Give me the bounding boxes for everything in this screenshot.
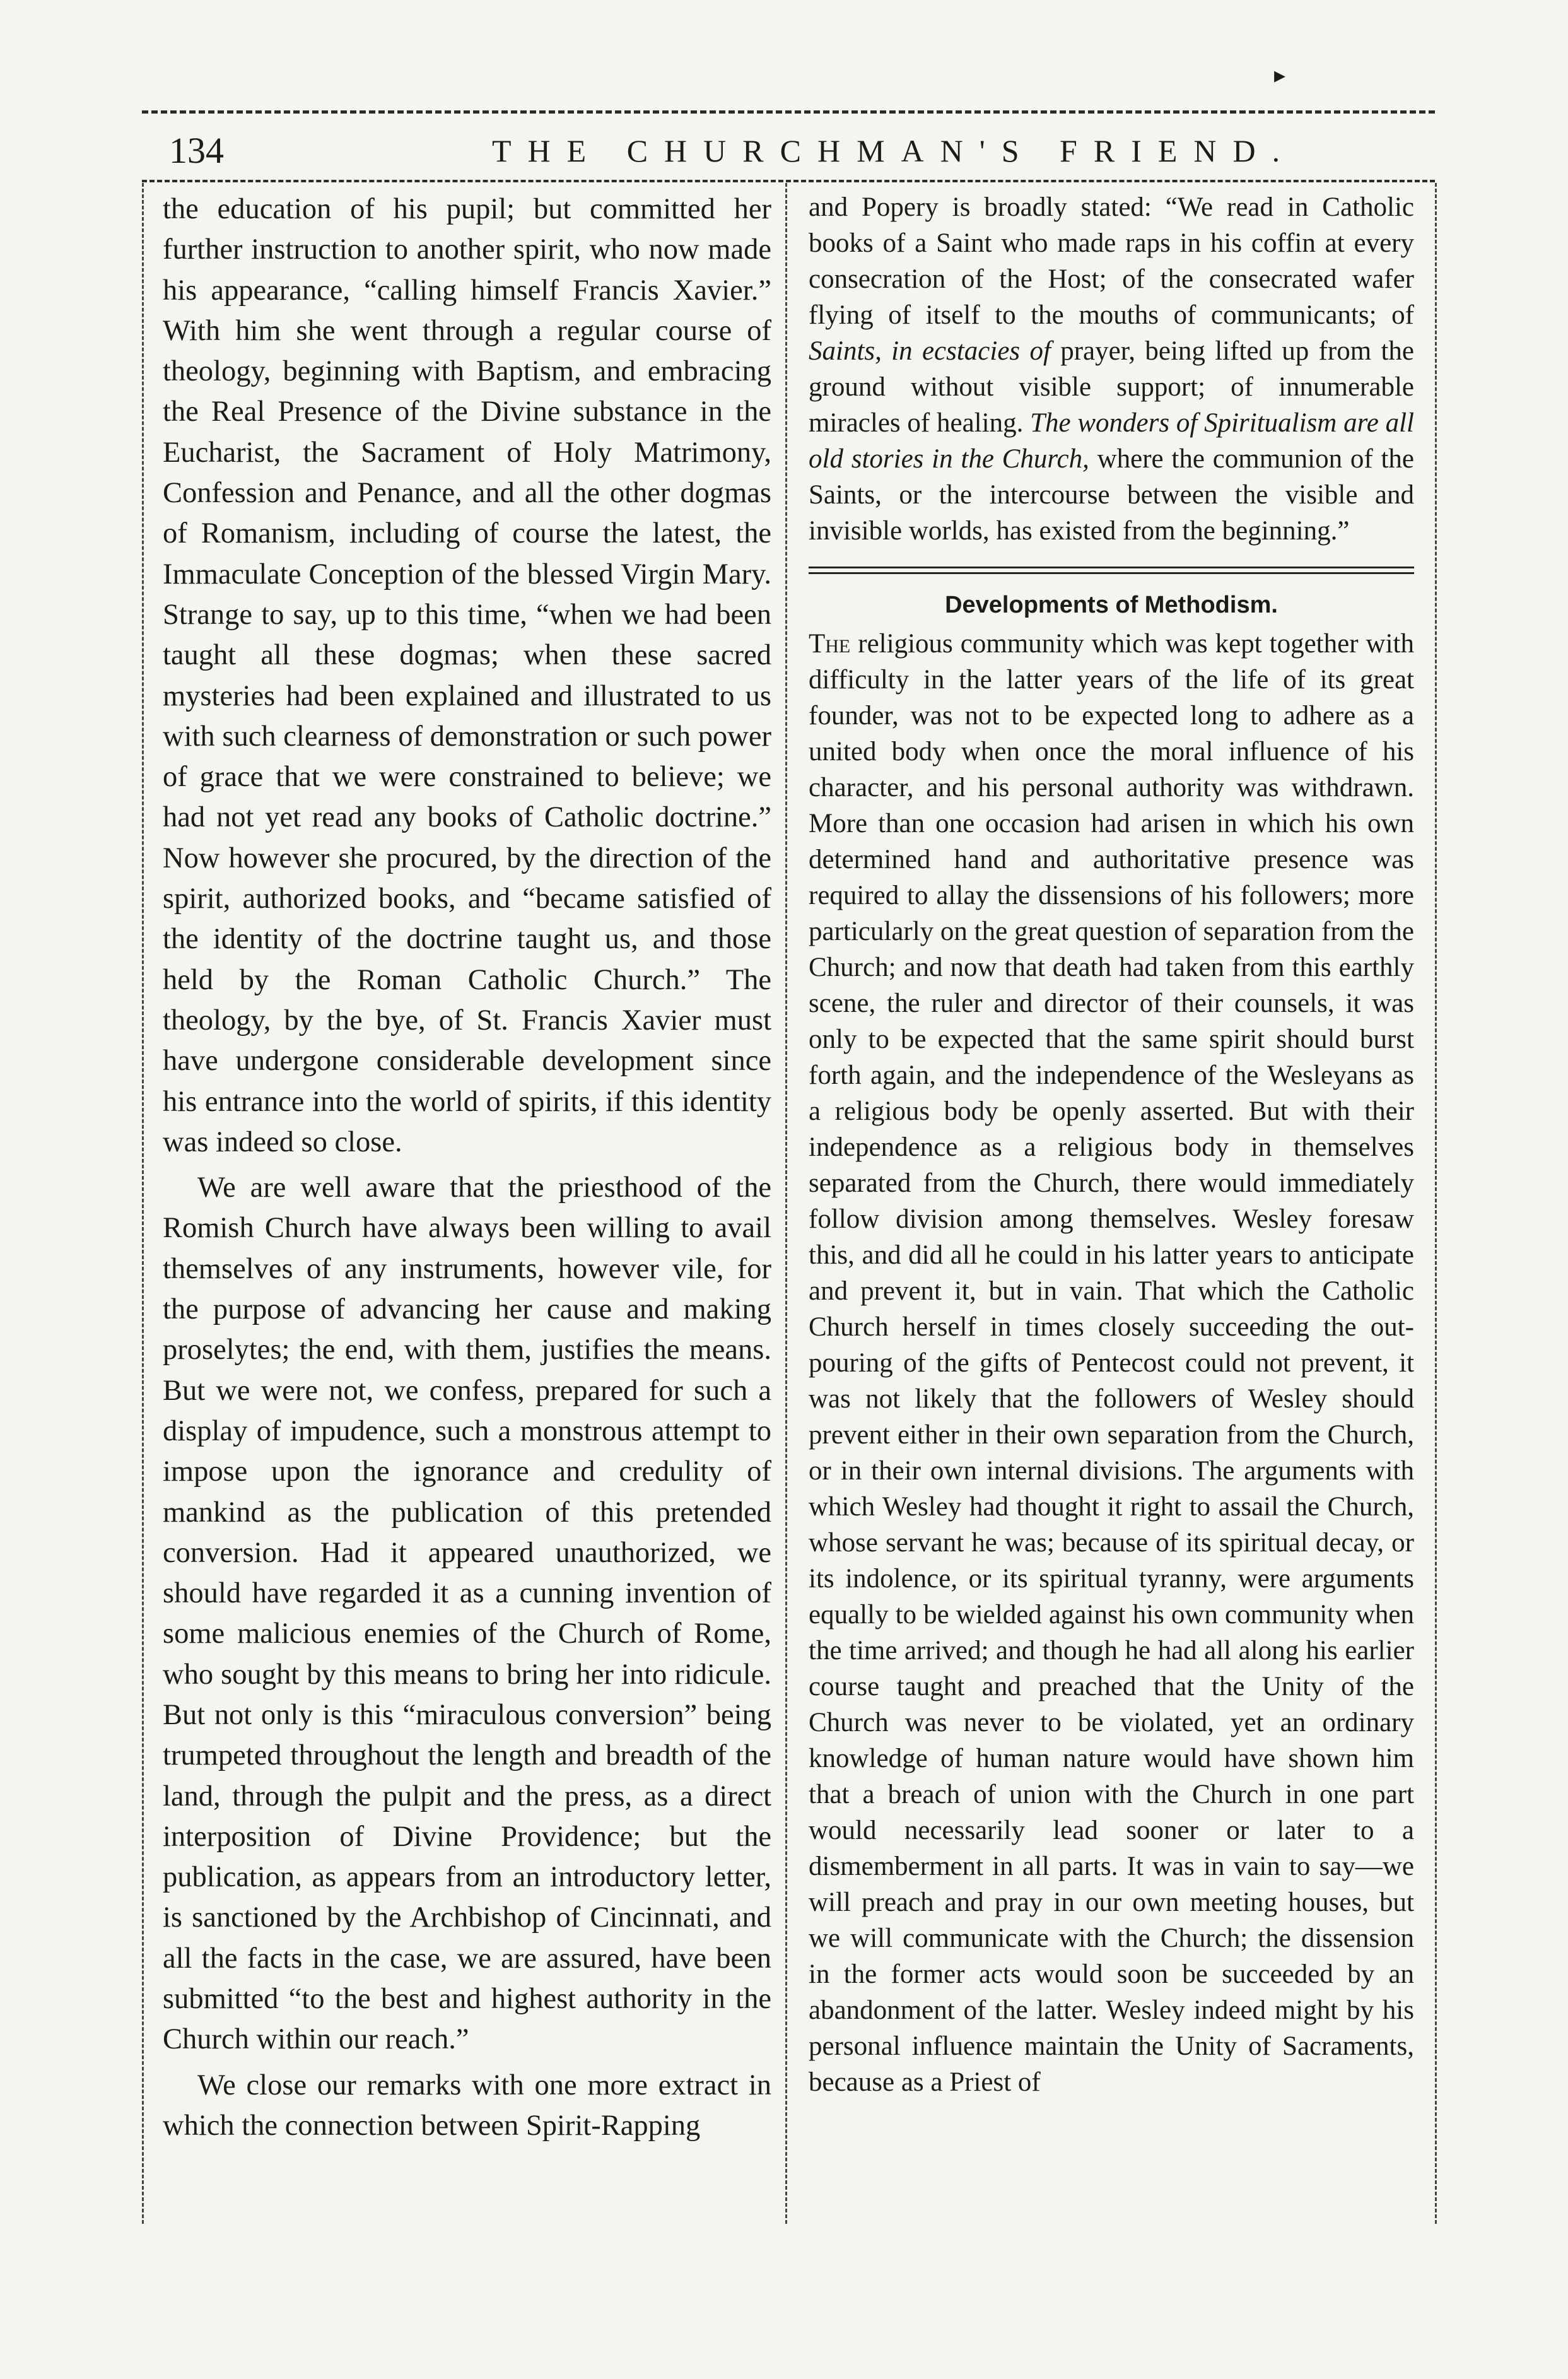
section-heading: Developments of Methodism.: [945, 592, 1278, 618]
running-title: THE CHURCHMAN'S FRIEND.: [492, 133, 1297, 168]
left-column: [163, 189, 771, 2146]
right-paragraph-1-middle: prayer, being lifted up from the ground without visible support; of innumerable miracles of healing.: [809, 336, 1414, 438]
corner-mark: ▸: [1274, 62, 1286, 88]
section-divider: [809, 567, 1414, 574]
right-column: [809, 189, 1414, 2100]
left-paragraph-3: We close our remarks with one more extract in which the connection between Spirit-Rapping: [163, 2069, 771, 2142]
right-paragraph-1-emphasis-2: The wonders of Spiritualism are all old stories in the Church,: [809, 408, 1414, 474]
right-border-rule: [1435, 183, 1437, 2224]
column-divider: [785, 183, 787, 2224]
top-rule: [142, 110, 1435, 114]
right-paragraph-2: [809, 626, 1414, 2100]
left-paragraph-1: the education of his pupil; but committed her further instruction to another spirit, who now made his appearance, “calling himself Francis Xavier.” With him she went through a regular course of theology, beginning with Baptism, and embracing the Real Presence of the Divine substance in the Eucharist, the Sacrament of Holy Matrimony, Confession and Penance, and all the other dogmas of Romanism, including of course the latest, the Immaculate Conception of the blessed Virgin Mary. Strange to say, up to this time, “when we had been taught all these dogmas; when these sacred mysteries had been explained and illustrated to us with such clearness of demonstration or such power of grace that we were constrained to believe; we had not yet read any books of Catholic doctrine.” Now however she procured, by the direction of the spirit, authorized books, and “became satisfied of the identity of the doctrine taught us, and those held by the Roman Catholic Church.” The theology, by the bye, of St. Francis Xavier must have undergone considerable development since his entrance into the world of spirits, if this identity was indeed so close.: [163, 193, 771, 1158]
right-paragraph-1-start: and Popery is broadly stated: “We read in Catholic books of a Saint who made raps in his coffin at every consecration of the Host; of the consecrated wafer flying of itself to the mouths of communicants; of: [809, 192, 1414, 330]
page-number: 134: [169, 130, 224, 171]
right-paragraph-1: [809, 189, 1414, 549]
right-paragraph-2-lead: The: [809, 629, 851, 659]
left-paragraph-2: We are well aware that the priesthood of the Romish Church have always been willing to avail themselves of any instruments, however vile, for the purpose of advancing her cause and making proselytes; the end, with them, justifies the means. But we were not, we confess, prepared for such a display of impudence, such a monstrous attempt to impose upon the ignorance and credulity of mankind as the publication of this pretended conversion. Had it appeared unauthorized, we should have regarded it as a cunning invention of some malicious enemies of the Church of Rome, who sought by this means to bring her into ridicule. But not only is this “miraculous conversion” being trumpeted throughout the length and breadth of the land, through the pulpit and the press, as a direct interposition of Divine Providence; but the publication, as appears from an introductory letter, is sanctioned by the Archbishop of Cincinnati, and all the facts in the case, we are assured, have been submitted “to the best and highest authority in the Church within our reach.”: [163, 1172, 771, 2056]
right-paragraph-1-emphasis-1: Saints, in ecstacies of: [809, 336, 1051, 366]
header-rule: [142, 180, 1435, 182]
left-border-rule: [142, 183, 144, 2224]
right-paragraph-2-body: religious community which was kept together with difficulty in the latter years of the life of its great founder, was not to be expected long to adhere as a united body when once the moral influence of his character, and his personal authority was withdrawn. More than one occasion had arisen in which his own determined hand and authoritative presence was required to allay the dissensions of his followers; more particularly on the great question of separation from the Church; and now that death had taken from this earthly scene, the ruler and director of their counsels, it was only to be expected that the same spirit should burst forth again, and the independence of the Wesleyans as a religious body be openly asserted. But with their independence as a religious body in themselves separated from the Church, there would immediately follow division among themselves. Wesley foresaw this, and did all he could in his latter years to anticipate and prevent it, but in vain. That which the Catholic Church herself in times closely succeeding the out-pouring of the gifts of Pentecost could not prevent, it was not likely that the followers of Wesley should prevent either in their own separation from the Church, or in their own internal divisions. The arguments with which Wesley had thought it right to assail the Church, whose servant he was; because of its spiritual decay, or its indolence, or its spiritual tyranny, were arguments equally to be wielded against his own community when the time arrived; and though he had all along his earlier course taught and preached that the Unity of the Church was never to be violated, yet an ordinary knowledge of human nature would have shown him that a breach of union with the Church in one part would necessarily lead sooner or later to a dismemberment in all parts. It was in vain to say—we will preach and pray in our own meeting houses, but we will communicate with the Church; the dissension in the former acts would soon be succeeded by an abandonment of the latter. Wesley indeed might by his personal influence maintain the Unity of Sacraments, because as a Priest of: [809, 629, 1415, 2097]
right-paragraph-1-end: where the communion of the Saints, or the intercourse between the visible and invisible worlds, has existed from the beginning.”: [809, 444, 1415, 546]
